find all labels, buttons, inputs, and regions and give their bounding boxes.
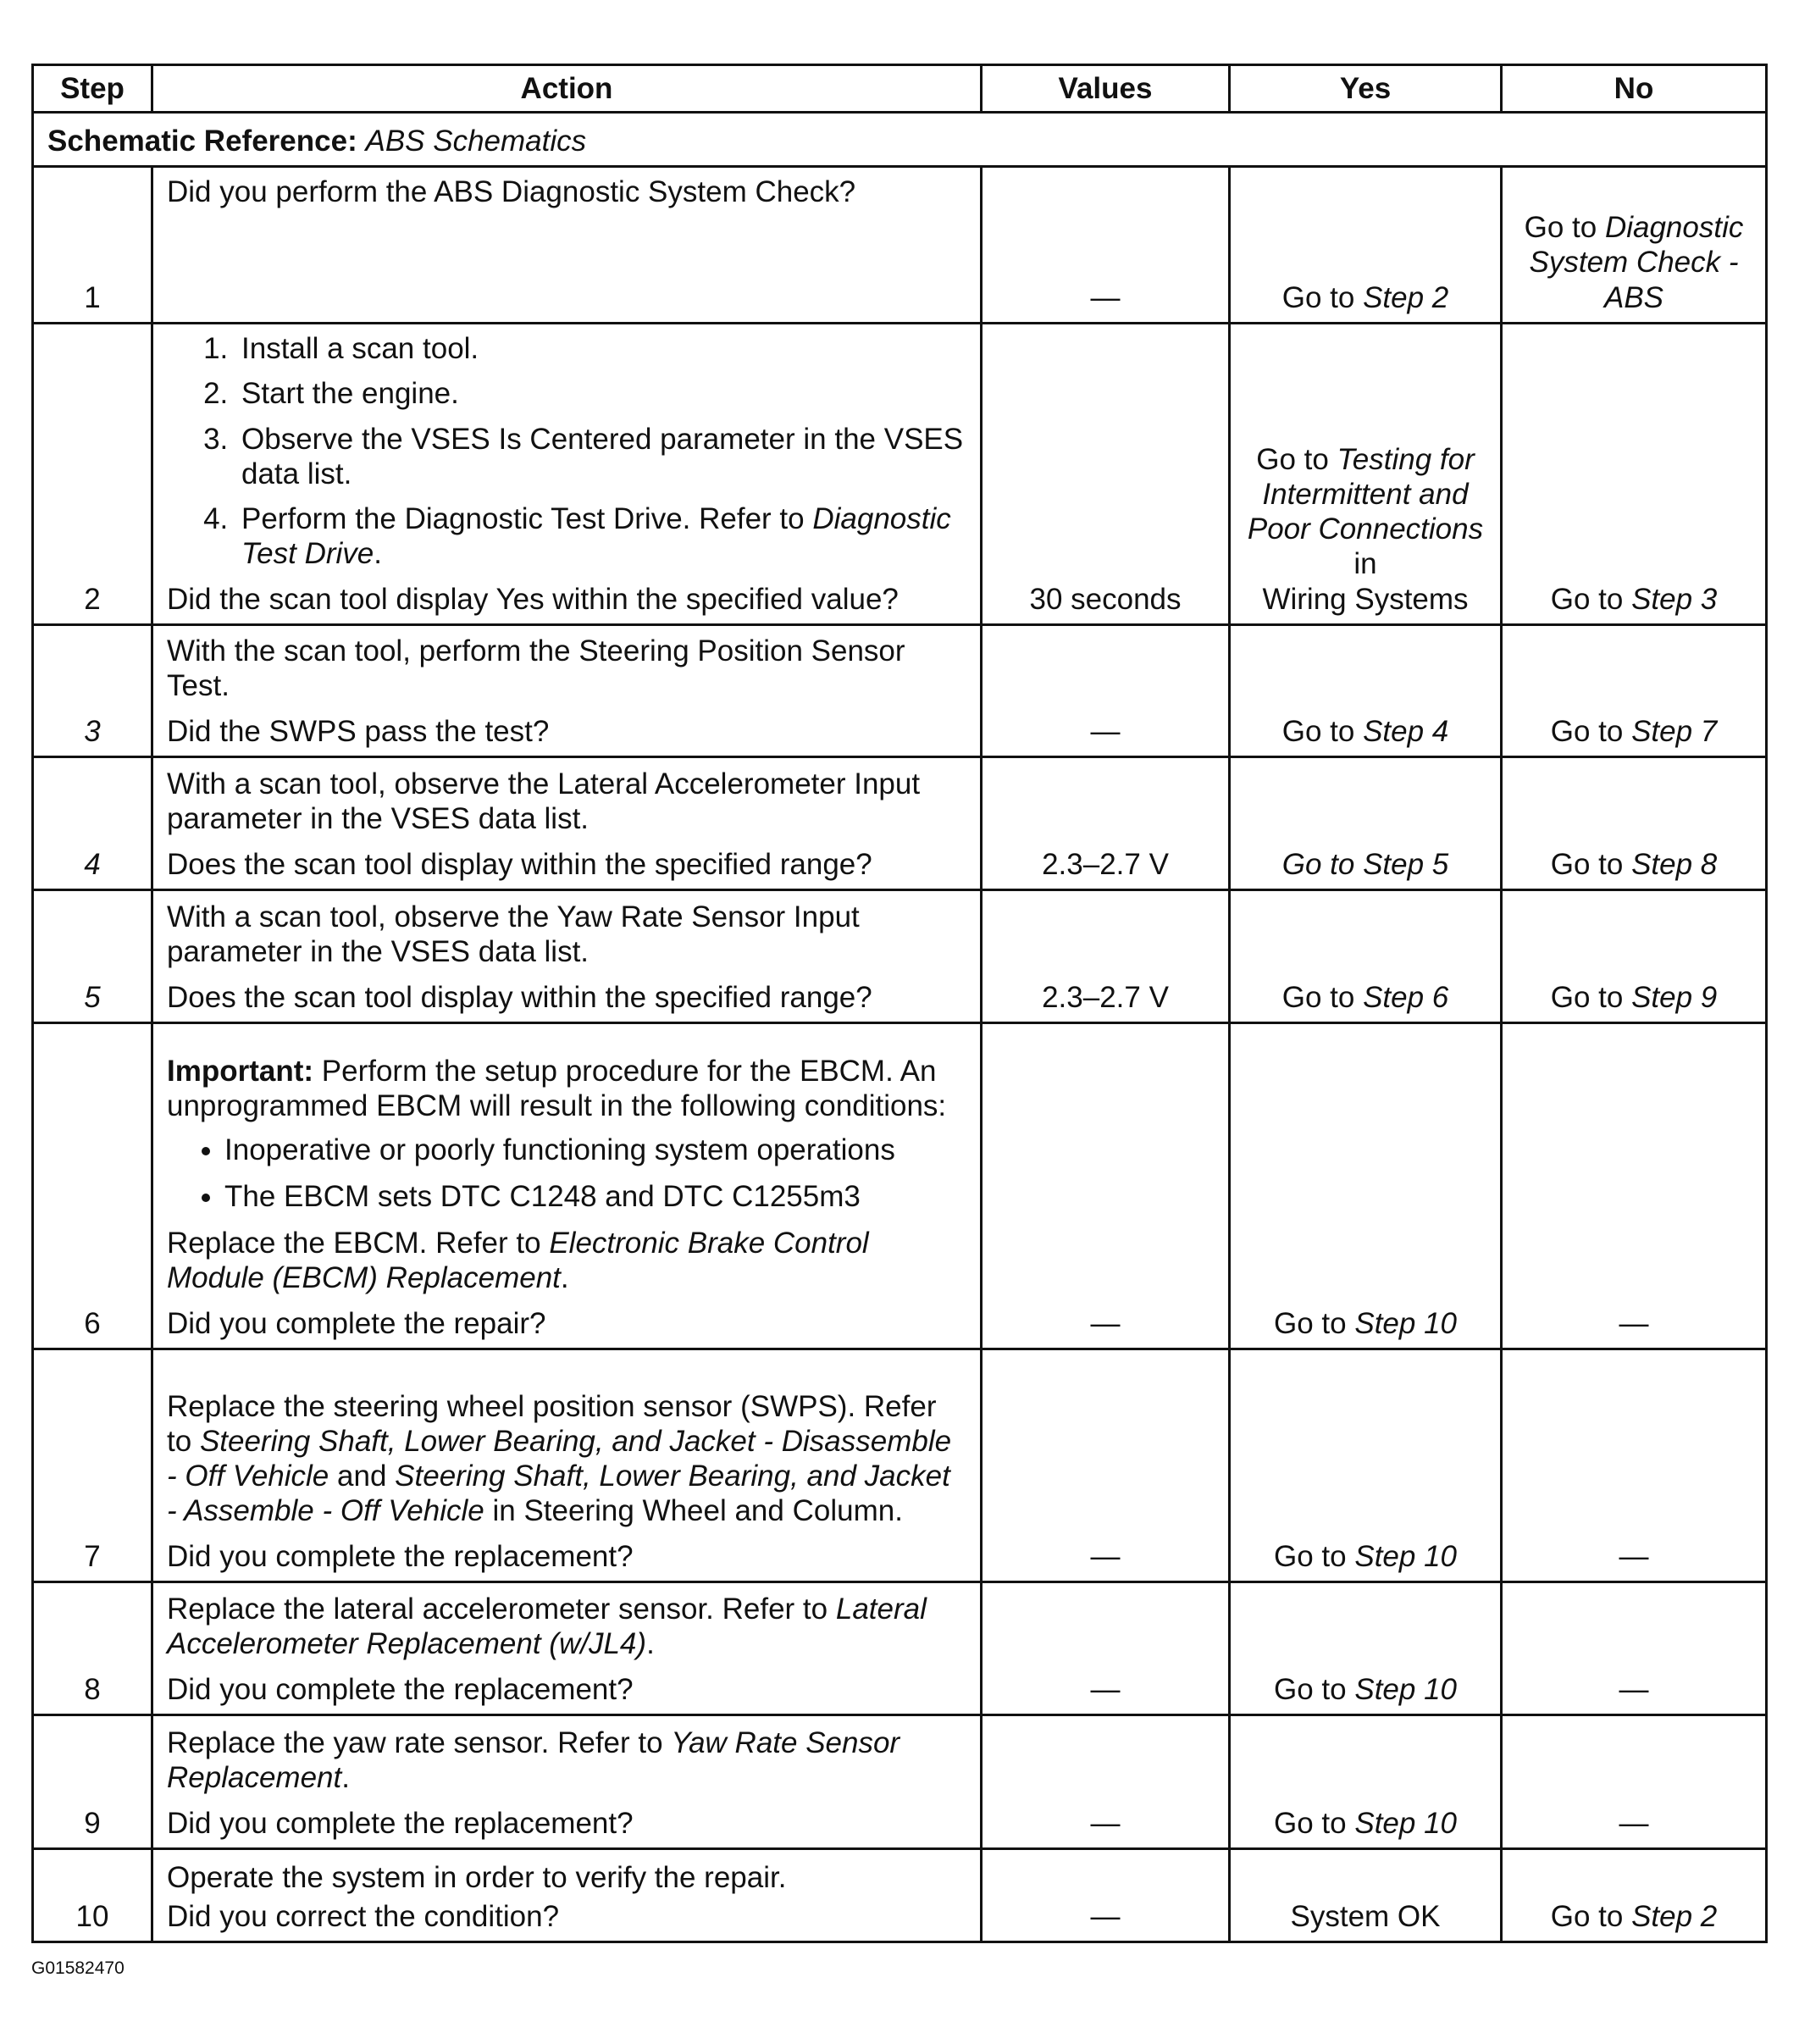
value-cell: 2.3–2.7 V [982, 757, 1230, 890]
important-note [167, 1054, 966, 1124]
no-cell [1502, 757, 1767, 890]
step-number: 1 [33, 167, 152, 324]
value-cell: — [982, 1849, 1230, 1942]
action-question: Did the SWPS pass the test? [167, 714, 550, 748]
step-number: 2 [33, 324, 152, 625]
schematic-link[interactable]: ABS Schematics [365, 124, 587, 158]
table-row [33, 625, 1767, 757]
schematic-row [33, 113, 1767, 167]
list-item-text: Perform the Diagnostic Test Drive. Refer to [241, 502, 805, 536]
step-number: 7 [33, 1349, 152, 1582]
procedure-link[interactable]: Testing for Intermittent and Poor Connections [1247, 442, 1484, 546]
action-question: Does the scan tool display within the specified range? [167, 847, 872, 881]
action-question: Does the scan tool display within the specified range? [167, 980, 872, 1014]
action-cell [152, 890, 982, 1023]
step-link[interactable]: Step 6 [1363, 980, 1449, 1014]
yes-cell [1230, 1715, 1502, 1849]
action-cell [152, 1849, 982, 1942]
diagnostic-document [31, 64, 1765, 1943]
yes-cell [1230, 890, 1502, 1023]
table-row [33, 167, 1767, 324]
step-link[interactable]: Step 10 [1354, 1539, 1457, 1573]
list-item: • The EBCM sets DTC C1248 and DTC C1255m3 [224, 1179, 966, 1214]
step-link[interactable]: Step 5 [1363, 847, 1449, 881]
header-yes: Yes [1230, 65, 1502, 113]
step-number: 4 [33, 757, 152, 890]
step-link[interactable]: Step 7 [1631, 714, 1718, 748]
yes-cell [1230, 1582, 1502, 1715]
step-link[interactable]: Step 2 [1363, 280, 1449, 314]
important-label: Important: [167, 1055, 314, 1088]
procedure-link[interactable]: Lateral Accelerometer Replacement (w/JL4) [167, 1593, 927, 1661]
no-cell [1502, 167, 1767, 324]
yes-cell [1230, 625, 1502, 757]
action-cell [152, 1715, 982, 1849]
goto-text: Go to [1274, 1539, 1347, 1573]
no-cell [1502, 625, 1767, 757]
goto-text: Go to [1281, 714, 1355, 748]
schematic-label: Schematic Reference: [47, 124, 357, 158]
no-cell [1502, 890, 1767, 1023]
action-steps-list [167, 331, 966, 572]
yes-cell [1230, 1349, 1502, 1582]
procedure-link[interactable]: Yaw Rate Sensor Replacement [167, 1726, 900, 1795]
no-cell [1502, 1849, 1767, 1942]
instruction-text: Replace the lateral accelerometer sensor. Refer to [167, 1593, 828, 1626]
replace-instruction [167, 1226, 966, 1296]
replace-instruction [167, 1592, 966, 1662]
action-cell [152, 324, 982, 625]
goto-text: Go to [1550, 980, 1624, 1014]
step-number: 5 [33, 890, 152, 1023]
table-row [33, 757, 1767, 890]
step-link[interactable]: Step 10 [1354, 1806, 1457, 1840]
no-cell: — [1502, 1349, 1767, 1582]
value-cell: — [982, 1582, 1230, 1715]
action-question: Did the scan tool display Yes within the specified value? [167, 582, 899, 616]
yes-cell [1230, 1023, 1502, 1349]
section-text: in Steering Wheel and Column. [492, 1494, 903, 1528]
goto-text: Go to [1256, 442, 1329, 476]
step-link[interactable]: Step 9 [1631, 980, 1718, 1014]
procedure-link[interactable]: Steering Shaft, Lower Bearing, and Jacket - Disassemble - Off Vehicle [167, 1424, 952, 1493]
conditions-list [167, 1133, 966, 1215]
no-cell: — [1502, 1715, 1767, 1849]
goto-text: Go to [1550, 582, 1624, 616]
section-text: Wiring Systems [1262, 582, 1469, 616]
goto-text: Go to [1550, 1899, 1624, 1933]
value-cell: — [982, 1715, 1230, 1849]
procedure-link[interactable]: Electronic Brake Control Module (EBCM) Replacement [167, 1227, 869, 1295]
action-question: Did you complete the replacement? [167, 1539, 634, 1573]
no-cell [1502, 324, 1767, 625]
instruction-text: Replace the steering wheel position sensor (SWPS). Refer to [167, 1389, 937, 1458]
procedure-link[interactable]: Diagnostic Test Drive [241, 502, 951, 571]
action-text: With a scan tool, observe the Lateral Accelerometer Input parameter in the VSES data list. [167, 767, 921, 836]
punctuation: . [374, 537, 382, 571]
value-cell: 2.3–2.7 V [982, 890, 1230, 1023]
goto-text: Go to [1281, 980, 1355, 1014]
goto-text: Go to [1281, 280, 1355, 314]
yes-cell [1230, 167, 1502, 324]
action-text: With a scan tool, observe the Yaw Rate Sensor Input parameter in the VSES data list. [167, 900, 860, 969]
punctuation: . [646, 1627, 655, 1661]
action-cell [152, 757, 982, 890]
procedure-link[interactable]: Diagnostic System Check - ABS [1529, 211, 1744, 314]
no-cell: — [1502, 1582, 1767, 1715]
table-row [33, 1715, 1767, 1849]
list-item: • Inoperative or poorly functioning system operations [224, 1133, 966, 1167]
header-action: Action [152, 65, 982, 113]
step-number: 9 [33, 1715, 152, 1849]
instruction-text: Replace the EBCM. Refer to [167, 1227, 541, 1260]
action-question: Did you complete the replacement? [167, 1672, 634, 1706]
table-row [33, 1023, 1767, 1349]
header-values: Values [982, 65, 1230, 113]
diagnostic-table [31, 64, 1768, 1943]
header-no: No [1502, 65, 1767, 113]
value-cell: — [982, 1349, 1230, 1582]
action-cell [152, 167, 982, 324]
goto-text: Go to [1274, 1672, 1347, 1706]
action-cell [152, 1023, 982, 1349]
action-cell [152, 625, 982, 757]
table-row [33, 1582, 1767, 1715]
step-link[interactable]: Step 3 [1631, 582, 1718, 616]
step-link[interactable]: Step 2 [1631, 1899, 1718, 1933]
action-text: Operate the system in order to verify the repair. [167, 1861, 787, 1895]
value-cell: 30 seconds [982, 324, 1230, 625]
header-row [33, 65, 1767, 113]
instruction-text: Replace the yaw rate sensor. Refer to [167, 1726, 663, 1760]
important-text: Perform the setup procedure for the EBCM. An unprogrammed EBCM will result in the following conditions: [167, 1055, 947, 1123]
punctuation: . [560, 1261, 569, 1295]
figure-id: G01582470 [31, 1958, 125, 1978]
action-question: Did you complete the replacement? [167, 1806, 634, 1840]
step-link[interactable]: Step 10 [1354, 1672, 1457, 1706]
action-question: Did you complete the repair? [167, 1306, 546, 1340]
step-number: 6 [33, 1023, 152, 1349]
yes-cell [1230, 324, 1502, 625]
step-number: 10 [33, 1849, 152, 1942]
punctuation: . [341, 1761, 350, 1795]
action-cell [152, 1582, 982, 1715]
list-item [236, 501, 966, 572]
step-link[interactable]: Step 4 [1363, 714, 1449, 748]
action-question: Did you perform the ABS Diagnostic System Check? [167, 175, 856, 208]
action-cell [152, 1349, 982, 1582]
list-item: 1. Install a scan tool. [236, 331, 966, 366]
step-link[interactable]: Step 10 [1354, 1306, 1457, 1340]
replace-instruction [167, 1725, 966, 1796]
yes-cell: System OK [1230, 1849, 1502, 1942]
value-cell: — [982, 1023, 1230, 1349]
list-item: 3. Observe the VSES Is Centered parameter in the VSES data list. [236, 422, 966, 492]
yes-cell [1230, 757, 1502, 890]
goto-text: Go to [1550, 714, 1624, 748]
value-cell: — [982, 167, 1230, 324]
table-row [33, 324, 1767, 625]
and-text: and [337, 1460, 387, 1493]
table-row [33, 1349, 1767, 1582]
header-step: Step [33, 65, 152, 113]
action-question: Did you correct the condition? [167, 1899, 560, 1933]
replace-instruction [167, 1389, 966, 1529]
goto-text: Go to [1550, 847, 1624, 881]
step-number: 8 [33, 1582, 152, 1715]
schematic-reference [33, 113, 1767, 167]
action-text: With the scan tool, perform the Steering Position Sensor Test. [167, 634, 905, 703]
goto-text: Go to [1274, 1306, 1347, 1340]
goto-text: Go to [1281, 847, 1355, 881]
in-text: in [1353, 547, 1377, 581]
no-cell: — [1502, 1023, 1767, 1349]
list-item: 2. Start the engine. [236, 376, 966, 411]
step-link[interactable]: Step 8 [1631, 847, 1718, 881]
table-row [33, 890, 1767, 1023]
table-row [33, 1849, 1767, 1942]
step-number: 3 [33, 625, 152, 757]
goto-text: Go to [1524, 211, 1597, 245]
value-cell: — [982, 625, 1230, 757]
procedure-link[interactable]: Steering Shaft, Lower Bearing, and Jacket - Assemble - Off Vehicle [167, 1460, 950, 1528]
goto-text: Go to [1274, 1806, 1347, 1840]
